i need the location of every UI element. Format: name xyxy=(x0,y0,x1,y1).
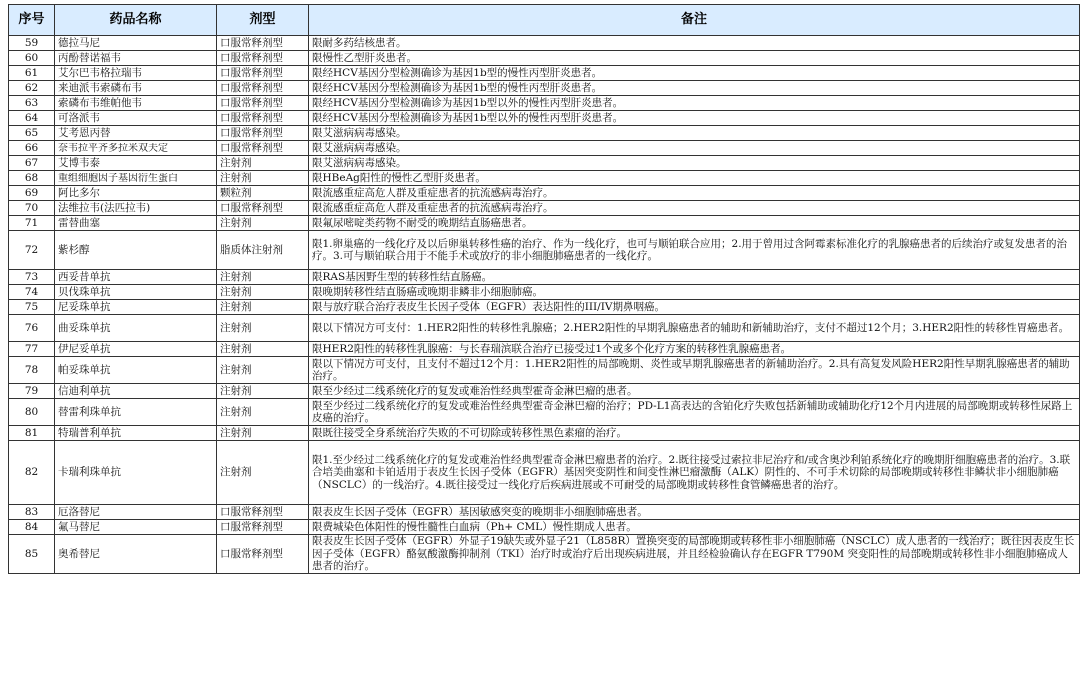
table-row xyxy=(9,156,1080,171)
cell-name xyxy=(55,141,217,156)
cell-note: 限晚期转移性结直肠癌或晚期非鳞非小细胞肺癌。 xyxy=(309,285,1080,300)
cell-form: 注射剂 xyxy=(217,216,309,231)
cell-name: 厄洛替尼 xyxy=(55,505,217,520)
cell-name: 信迪利单抗 xyxy=(55,384,217,399)
cell-name xyxy=(55,171,217,186)
cell-no: 63 xyxy=(9,96,55,111)
cell-name: 帕妥珠单抗 xyxy=(55,357,217,384)
cell-name: 艾考恩丙替 xyxy=(55,126,217,141)
cell-name-text: 奈韦拉平齐多拉米双夫定 xyxy=(58,142,168,154)
header-note: 备注 xyxy=(309,5,1080,36)
cell-note: 限HBeAg阳性的慢性乙型肝炎患者。 xyxy=(309,171,1080,186)
cell-form: 口服常释剂型 xyxy=(217,520,309,535)
cell-no: 78 xyxy=(9,357,55,384)
cell-note: 限表皮生长因子受体（EGFR）基因敏感突变的晚期非小细胞肺癌患者。 xyxy=(309,505,1080,520)
cell-name: 法维拉韦(法匹拉韦) xyxy=(55,201,217,216)
table-row xyxy=(9,36,1080,51)
table-row xyxy=(9,186,1080,201)
cell-no: 65 xyxy=(9,126,55,141)
cell-no: 64 xyxy=(9,111,55,126)
cell-name: 替雷利珠单抗 xyxy=(55,399,217,426)
cell-note: 限艾滋病病毒感染。 xyxy=(309,141,1080,156)
cell-no: 61 xyxy=(9,66,55,81)
cell-no: 82 xyxy=(9,441,55,505)
cell-note: 限流感重症高危人群及重症患者的抗流感病毒治疗。 xyxy=(309,186,1080,201)
cell-name: 曲妥珠单抗 xyxy=(55,315,217,342)
table-row xyxy=(9,300,1080,315)
cell-note: 限经HCV基因分型检测确诊为基因1b型的慢性丙型肝炎患者。 xyxy=(309,66,1080,81)
cell-form: 口服常释剂型 xyxy=(217,36,309,51)
cell-note: 限与放疗联合治疗表皮生长因子受体（EGFR）表达阳性的III/IV期鼻咽癌。 xyxy=(309,300,1080,315)
cell-note: 限以下情况方可支付：1.HER2阳性的转移性乳腺癌；2.HER2阳性的早期乳腺癌患者的辅助和新辅助治疗，支付不超过12个月；3.HER2阳性的转移性胃癌患者。 xyxy=(309,315,1080,342)
cell-form: 注射剂 xyxy=(217,300,309,315)
table-row xyxy=(9,384,1080,399)
cell-name: 来迪派韦索磷布韦 xyxy=(55,81,217,96)
table-row xyxy=(9,399,1080,426)
cell-form: 脂质体注射剂 xyxy=(217,231,309,270)
table-row xyxy=(9,231,1080,270)
cell-note: 限至少经过二线系统化疗的复发或难治性经典型霍奇金淋巴瘤的患者。 xyxy=(309,384,1080,399)
cell-note: 限流感重症高危人群及重症患者的抗流感病毒治疗。 xyxy=(309,201,1080,216)
cell-note: 限经HCV基因分型检测确诊为基因1b型以外的慢性丙型肝炎患者。 xyxy=(309,111,1080,126)
cell-name: 尼妥珠单抗 xyxy=(55,300,217,315)
cell-no: 81 xyxy=(9,426,55,441)
table-row xyxy=(9,81,1080,96)
cell-name: 卡瑞利珠单抗 xyxy=(55,441,217,505)
cell-form: 注射剂 xyxy=(217,270,309,285)
cell-no: 71 xyxy=(9,216,55,231)
cell-name: 奥希替尼 xyxy=(55,535,217,574)
table-row xyxy=(9,141,1080,156)
header-form: 剂型 xyxy=(217,5,309,36)
table-row xyxy=(9,441,1080,505)
cell-no: 84 xyxy=(9,520,55,535)
header-name: 药品名称 xyxy=(55,5,217,36)
cell-note: 限表皮生长因子受体（EGFR）外显子19缺失或外显子21（L858R）置换突变的局部晚期或转移性非小细胞肺癌（NSCLC）成人患者的一线治疗；既往因表皮生长因子受体（EGFR）酪氨酸激酶抑制剂（TKI）治疗时或治疗后出现疾病进展，并且经检验确认存在EGFR T790M 突变阳性的局部晚期或转移性非小细胞肺癌成人患者的治疗。 xyxy=(309,535,1080,574)
cell-name: 贝伐珠单抗 xyxy=(55,285,217,300)
cell-form: 口服常释剂型 xyxy=(217,201,309,216)
cell-name-text: 重组细胞因子基因衍生蛋白 xyxy=(58,172,178,184)
cell-note: 限既往接受全身系统治疗失败的不可切除或转移性黑色素瘤的治疗。 xyxy=(309,426,1080,441)
cell-form: 口服常释剂型 xyxy=(217,96,309,111)
cell-form: 注射剂 xyxy=(217,315,309,342)
cell-name: 雷替曲塞 xyxy=(55,216,217,231)
cell-no: 83 xyxy=(9,505,55,520)
cell-note: 限经HCV基因分型检测确诊为基因1b型以外的慢性丙型肝炎患者。 xyxy=(309,96,1080,111)
table-row xyxy=(9,426,1080,441)
cell-no: 76 xyxy=(9,315,55,342)
cell-no: 80 xyxy=(9,399,55,426)
cell-name: 丙酚替诺福韦 xyxy=(55,51,217,66)
cell-note: 限艾滋病病毒感染。 xyxy=(309,156,1080,171)
cell-name: 特瑞普利单抗 xyxy=(55,426,217,441)
table-row xyxy=(9,171,1080,186)
cell-name: 西妥昔单抗 xyxy=(55,270,217,285)
cell-name: 氟马替尼 xyxy=(55,520,217,535)
cell-note: 限1.卵巢癌的一线化疗及以后卵巢转移性癌的治疗、作为一线化疗，也可与顺铂联合应用；2.用于曾用过含阿霉素标准化疗的乳腺癌患者的后续治疗或复发患者的治疗。3.可与顺铂联合用于不能手术或放疗的非小细胞肺癌患者的一线化疗。 xyxy=(309,231,1080,270)
cell-no: 85 xyxy=(9,535,55,574)
cell-form: 注射剂 xyxy=(217,171,309,186)
cell-note: 限经HCV基因分型检测确诊为基因1b型的慢性丙型肝炎患者。 xyxy=(309,81,1080,96)
cell-form: 注射剂 xyxy=(217,357,309,384)
cell-form: 注射剂 xyxy=(217,156,309,171)
cell-note: 限氟尿嘧啶类药物不耐受的晚期结直肠癌患者。 xyxy=(309,216,1080,231)
cell-name: 紫杉醇 xyxy=(55,231,217,270)
cell-note: 限慢性乙型肝炎患者。 xyxy=(309,51,1080,66)
cell-name: 艾博韦泰 xyxy=(55,156,217,171)
table-row xyxy=(9,126,1080,141)
cell-no: 74 xyxy=(9,285,55,300)
cell-name: 索磷布韦维帕他韦 xyxy=(55,96,217,111)
cell-form: 口服常释剂型 xyxy=(217,126,309,141)
cell-note: 限耐多药结核患者。 xyxy=(309,36,1080,51)
cell-name: 德拉马尼 xyxy=(55,36,217,51)
table-row xyxy=(9,66,1080,81)
cell-note: 限至少经过二线系统化疗的复发或难治性经典型霍奇金淋巴瘤的治疗；PD-L1高表达的含铂化疗失败包括新辅助或辅助化疗12个月内进展的局部晚期或转移性尿路上皮癌的治疗。 xyxy=(309,399,1080,426)
cell-no: 68 xyxy=(9,171,55,186)
table-row xyxy=(9,535,1080,574)
header-no: 序号 xyxy=(9,5,55,36)
cell-form: 注射剂 xyxy=(217,342,309,357)
cell-note: 限1.至少经过二线系统化疗的复发或难治性经典型霍奇金淋巴瘤患者的治疗。2.既往接受过索拉非尼治疗和/或含奥沙利铂系统化疗的晚期肝细胞癌患者的治疗。3.联合培美曲塞和卡铂适用于表皮生长因子受体（EGFR）基因突变阴性和间变性淋巴瘤激酶（ALK）阴性的、不可手术切除的局部晚期或转移性非鳞状非小细胞肺癌（NSCLC）的一线治疗。4.既往接受过一线化疗后疾病进展或不可耐受的局部晚期或转移性食管鳞癌患者的治疗。 xyxy=(309,441,1080,505)
table-row xyxy=(9,285,1080,300)
cell-form: 口服常释剂型 xyxy=(217,111,309,126)
cell-name: 伊尼妥单抗 xyxy=(55,342,217,357)
cell-no: 69 xyxy=(9,186,55,201)
table-row xyxy=(9,505,1080,520)
cell-note: 限RAS基因野生型的转移性结直肠癌。 xyxy=(309,270,1080,285)
table-row xyxy=(9,216,1080,231)
cell-no: 66 xyxy=(9,141,55,156)
table-row xyxy=(9,51,1080,66)
cell-form: 口服常释剂型 xyxy=(217,505,309,520)
table-row xyxy=(9,96,1080,111)
cell-form: 口服常释剂型 xyxy=(217,81,309,96)
cell-note: 限艾滋病病毒感染。 xyxy=(309,126,1080,141)
cell-name: 可洛派韦 xyxy=(55,111,217,126)
cell-no: 73 xyxy=(9,270,55,285)
drug-list-table xyxy=(8,4,1080,574)
cell-form: 口服常释剂型 xyxy=(217,535,309,574)
cell-no: 67 xyxy=(9,156,55,171)
cell-no: 60 xyxy=(9,51,55,66)
cell-form: 注射剂 xyxy=(217,426,309,441)
cell-form: 口服常释剂型 xyxy=(217,141,309,156)
cell-note: 限HER2阳性的转移性乳腺癌：与长春瑞滨联合治疗已接受过1个或多个化疗方案的转移性乳腺癌患者。 xyxy=(309,342,1080,357)
table-row xyxy=(9,357,1080,384)
cell-no: 72 xyxy=(9,231,55,270)
cell-name: 艾尔巴韦格拉瑞韦 xyxy=(55,66,217,81)
cell-form: 口服常释剂型 xyxy=(217,51,309,66)
cell-no: 75 xyxy=(9,300,55,315)
cell-no: 59 xyxy=(9,36,55,51)
table-row xyxy=(9,111,1080,126)
cell-note: 限以下情况方可支付，且支付不超过12个月：1.HER2阳性的局部晚期、炎性或早期乳腺癌患者的新辅助治疗。2.具有高复发风险HER2阳性早期乳腺癌患者的辅助治疗。 xyxy=(309,357,1080,384)
cell-note: 限费城染色体阳性的慢性髓性白血病（Ph+ CML）慢性期成人患者。 xyxy=(309,520,1080,535)
table-row xyxy=(9,520,1080,535)
cell-no: 79 xyxy=(9,384,55,399)
cell-form: 颗粒剂 xyxy=(217,186,309,201)
cell-form: 注射剂 xyxy=(217,441,309,505)
table-row xyxy=(9,201,1080,216)
table-row xyxy=(9,342,1080,357)
cell-form: 口服常释剂型 xyxy=(217,66,309,81)
table-row xyxy=(9,315,1080,342)
cell-form: 注射剂 xyxy=(217,399,309,426)
cell-no: 70 xyxy=(9,201,55,216)
cell-no: 77 xyxy=(9,342,55,357)
header-row xyxy=(9,5,1080,36)
cell-form: 注射剂 xyxy=(217,384,309,399)
cell-name: 阿比多尔 xyxy=(55,186,217,201)
table-row xyxy=(9,270,1080,285)
cell-form: 注射剂 xyxy=(217,285,309,300)
cell-no: 62 xyxy=(9,81,55,96)
